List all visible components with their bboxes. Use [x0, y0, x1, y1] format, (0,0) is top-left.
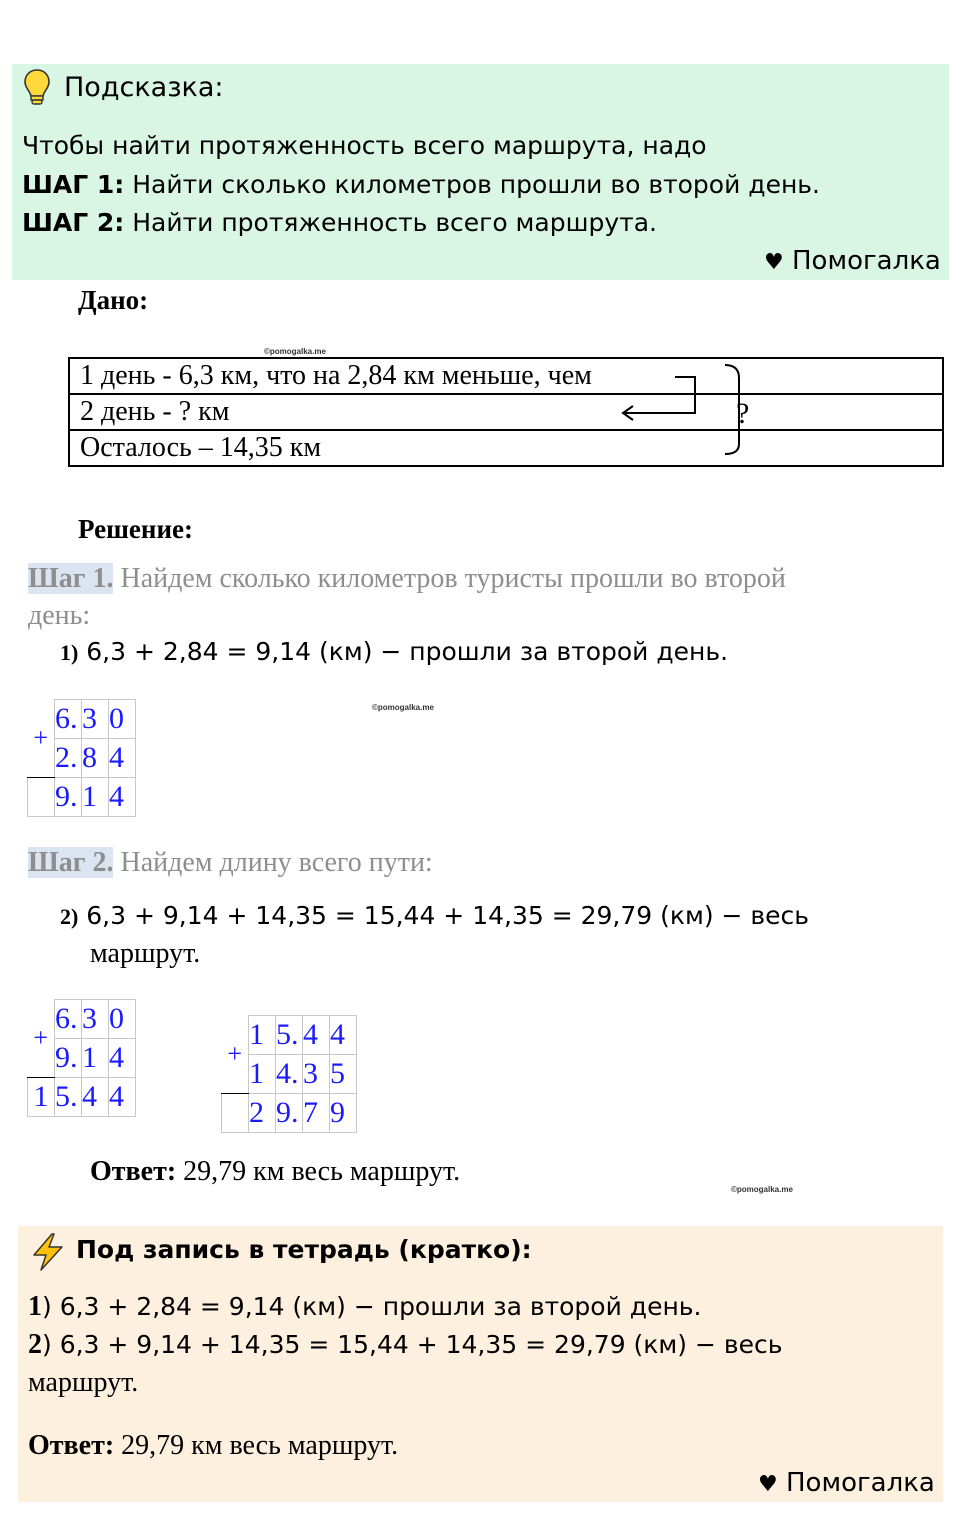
- given-title: Дано:: [78, 285, 149, 315]
- hint-step1-text: Найти сколько километров прошли во второй день.: [124, 170, 820, 199]
- given-table: [68, 357, 944, 467]
- calc-digit: 0: [109, 700, 136, 739]
- watermark: ©pomogalka.me: [372, 703, 434, 712]
- given-row-2: 2 день - ? км: [69, 394, 943, 430]
- hint-step1-label: ШАГ 1:: [22, 170, 125, 199]
- column-calc-2: [27, 999, 136, 1117]
- calc-digit: 1: [249, 1016, 276, 1055]
- watermark: ©pomogalka.me: [731, 1185, 793, 1194]
- notebook-answer: [28, 1430, 398, 1462]
- calc-digit: 5: [330, 1055, 357, 1094]
- calc-digit: 4: [330, 1016, 357, 1055]
- hint-step2-text: Найти протяженность всего маршрута.: [124, 208, 657, 237]
- equation-2: [60, 900, 809, 932]
- calc-digit: 6.: [55, 700, 82, 739]
- calc-digit: 2: [249, 1094, 276, 1133]
- step2-title: [28, 847, 433, 879]
- hint-step1: [22, 170, 820, 199]
- brand-label: Помогалка: [792, 246, 941, 276]
- equation-1-text: 6,3 + 2,84 = 9,14 (км) − прошли за второй день.: [78, 637, 729, 666]
- heart-icon: ♥: [758, 1472, 778, 1497]
- calc-digit: 4: [109, 1078, 136, 1117]
- hint-intro: Чтобы найти протяженность всего маршрута, надо: [22, 131, 707, 160]
- calc-digit: 0: [109, 1000, 136, 1039]
- hint-title: Подсказка:: [64, 72, 224, 103]
- hint-step2-label: ШАГ 2:: [22, 208, 125, 237]
- calc-digit: 3: [82, 700, 109, 739]
- column-calc-1: [27, 699, 136, 817]
- watermark: ©pomogalka.me: [264, 347, 326, 356]
- calc-digit: 9.: [55, 778, 82, 817]
- calc-cell: [222, 1094, 249, 1133]
- calc-digit: 1: [28, 1078, 55, 1117]
- equation-2-cont: маршрут.: [90, 938, 201, 969]
- calc-digit: 1: [82, 1039, 109, 1078]
- given-row-1: 1 день - 6,3 км, что на 2,84 км меньше, чем: [69, 358, 943, 394]
- notebook-line-2-text: ) 6,3 + 9,14 + 14,35 = 15,44 + 14,35 = 29,79 (км) − весь: [42, 1330, 783, 1359]
- calc-digit: 4: [82, 1078, 109, 1117]
- brand-bottom: [758, 1468, 935, 1498]
- notebook-line-2-number: 2: [28, 1329, 42, 1360]
- calc-digit: 4: [109, 739, 136, 778]
- notebook-line-2-cont: маршрут.: [28, 1367, 139, 1398]
- step1-title: [28, 563, 786, 595]
- notebook-line-1-number: 1: [28, 1291, 42, 1322]
- notebook-line-1: [28, 1291, 702, 1323]
- heart-icon: ♥: [764, 250, 784, 275]
- equation-1-number: 1): [60, 640, 79, 665]
- step2-text: Найдем длину всего пути:: [113, 847, 433, 878]
- step2-label: Шаг 2.: [28, 847, 114, 878]
- equation-2-number: 2): [60, 904, 79, 929]
- answer-text: 29,79 км весь маршрут.: [176, 1156, 461, 1187]
- calc-digit: 7: [303, 1094, 330, 1133]
- step1-label: Шаг 1.: [28, 563, 114, 594]
- answer-label: Ответ:: [90, 1156, 177, 1187]
- calc-digit: 4: [109, 778, 136, 817]
- lightning-icon: [30, 1232, 66, 1272]
- equation-1: [60, 636, 728, 668]
- calc-digit: 3: [303, 1055, 330, 1094]
- plus-sign: +: [222, 1016, 249, 1094]
- calc-digit: 4.: [276, 1055, 303, 1094]
- solution-title: Решение:: [78, 514, 193, 544]
- brand-top: [764, 246, 941, 276]
- calc-digit: 6.: [55, 1000, 82, 1039]
- calc-digit: 4: [303, 1016, 330, 1055]
- calc-digit: 9.: [55, 1039, 82, 1078]
- calc-digit: 9.: [276, 1094, 303, 1133]
- equation-2-text: 6,3 + 9,14 + 14,35 = 15,44 + 14,35 = 29,79 (км) − весь: [78, 901, 810, 930]
- plus-sign: +: [28, 1000, 55, 1078]
- calc-digit: 9: [330, 1094, 357, 1133]
- step1-text-cont: день:: [28, 600, 91, 631]
- plus-sign: +: [28, 700, 55, 778]
- brand-label: Помогалка: [786, 1468, 935, 1498]
- notebook-answer-text: 29,79 км весь маршрут.: [114, 1430, 399, 1461]
- calc-digit: 3: [82, 1000, 109, 1039]
- notebook-title: Под запись в тетрадь (кратко):: [76, 1235, 532, 1264]
- calc-digit: 5.: [55, 1078, 82, 1117]
- step1-text: Найдем сколько километров туристы прошли во второй: [113, 563, 786, 594]
- notebook-line-2: [28, 1329, 782, 1361]
- calc-digit: 1: [249, 1055, 276, 1094]
- calc-digit: 8: [82, 739, 109, 778]
- given-row-3: Осталось – 14,35 км: [69, 430, 943, 466]
- calc-digit: 4: [109, 1039, 136, 1078]
- calc-digit: 2.: [55, 739, 82, 778]
- lightbulb-icon: [22, 68, 52, 106]
- notebook-line-1-text: ) 6,3 + 2,84 = 9,14 (км) − прошли за второй день.: [42, 1292, 702, 1321]
- calc-cell: [28, 778, 55, 817]
- calc-digit: 5.: [276, 1016, 303, 1055]
- column-calc-3: [221, 1015, 357, 1133]
- notebook-answer-label: Ответ:: [28, 1430, 115, 1461]
- calc-digit: 1: [82, 778, 109, 817]
- total-question: ?: [736, 397, 750, 430]
- hint-step2: [22, 208, 657, 237]
- answer: [90, 1156, 460, 1188]
